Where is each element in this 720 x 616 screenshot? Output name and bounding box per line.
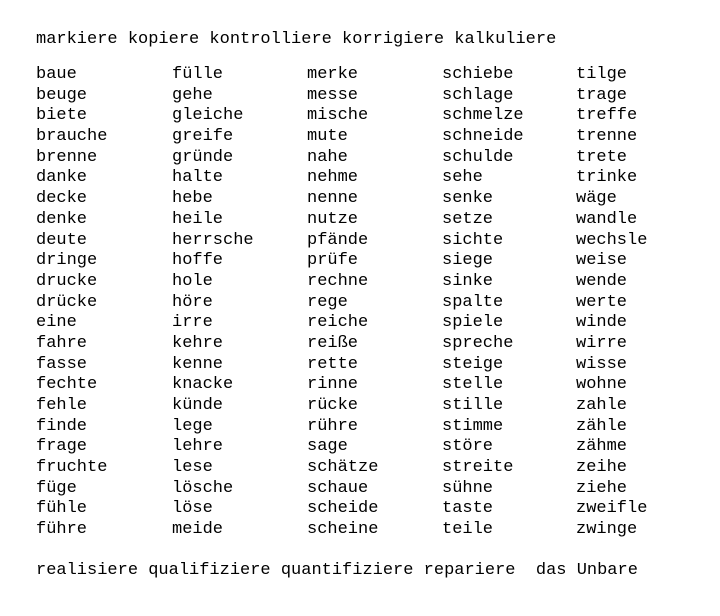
word-item: nenne (307, 189, 359, 209)
word-item: scheide (307, 499, 379, 519)
word-column-1 (36, 65, 107, 541)
word-item: heile (172, 209, 224, 229)
word-item: fühle (36, 499, 88, 519)
word-item: drücke (36, 292, 98, 312)
word-item: werte (576, 292, 628, 312)
word-item: zähle (576, 416, 628, 436)
word-item: sühne (442, 478, 494, 498)
word-item: streite (442, 458, 514, 478)
word-item: gehe (172, 85, 213, 105)
word-item: stelle (442, 375, 504, 395)
header-line: markiere kopiere kontrolliere korrigiere kalkuliere (36, 30, 557, 49)
word-item: rühre (307, 416, 359, 436)
word-item: stimme (442, 416, 504, 436)
word-item: wechsle (576, 230, 648, 250)
word-item: sinke (442, 271, 494, 291)
word-item: setze (442, 209, 494, 229)
word-item: schiebe (442, 65, 514, 84)
word-item: tilge (576, 65, 628, 84)
footer-line: realisiere qualifiziere quantifiziere repariere das Unbare (36, 561, 638, 580)
word-item: pfände (307, 230, 369, 250)
word-item: trinke (576, 168, 638, 188)
word-item: treffe (576, 106, 638, 126)
word-item: schätze (307, 458, 379, 478)
word-item: rege (307, 292, 348, 312)
word-item: drucke (36, 271, 98, 291)
word-column-2 (172, 65, 254, 541)
word-item: wäge (576, 189, 617, 209)
word-item: hebe (172, 189, 213, 209)
word-item: beuge (36, 85, 88, 105)
word-item: winde (576, 313, 628, 333)
word-item: schmelze (442, 106, 524, 126)
word-item: dringe (36, 251, 98, 271)
word-item: führe (36, 520, 88, 540)
word-item: decke (36, 189, 88, 209)
word-item: deute (36, 230, 88, 250)
word-item: zeihe (576, 458, 628, 478)
word-item: wisse (576, 354, 628, 374)
word-item: lehre (172, 437, 224, 457)
word-item: hoffe (172, 251, 224, 271)
word-item: zähme (576, 437, 628, 457)
word-item: eine (36, 313, 77, 333)
word-item: brauche (36, 127, 108, 147)
word-item: teile (442, 520, 494, 540)
word-item: wirre (576, 333, 628, 353)
word-item: spalte (442, 292, 504, 312)
word-item: scheine (307, 520, 379, 540)
word-item: frage (36, 437, 88, 457)
word-item: nehme (307, 168, 359, 188)
word-item: sage (307, 437, 348, 457)
word-item: fechte (36, 375, 98, 395)
word-item: hole (172, 271, 213, 291)
word-item: irre (172, 313, 213, 333)
word-item: mische (307, 106, 369, 126)
word-item: danke (36, 168, 88, 188)
word-column-3 (307, 65, 378, 541)
word-item: spreche (442, 333, 514, 353)
word-item: gleiche (172, 106, 244, 126)
word-item: zweifle (576, 499, 648, 519)
word-column-4 (442, 65, 524, 541)
word-item: rechne (307, 271, 369, 291)
word-item: taste (442, 499, 494, 519)
word-item: füge (36, 478, 77, 498)
word-item: lese (172, 458, 213, 478)
word-item: schneide (442, 127, 524, 147)
word-item: zwinge (576, 520, 638, 540)
word-item: knacke (172, 375, 234, 395)
word-item: messe (307, 85, 359, 105)
word-item: merke (307, 65, 359, 84)
word-item: steige (442, 354, 504, 374)
word-item: wandle (576, 209, 638, 229)
word-item: reiße (307, 333, 359, 353)
word-item: rinne (307, 375, 359, 395)
word-column-5 (576, 65, 647, 541)
word-item: fülle (172, 65, 224, 84)
word-item: gründe (172, 147, 234, 167)
word-item: spiele (442, 313, 504, 333)
word-item: halte (172, 168, 224, 188)
word-item: fahre (36, 333, 88, 353)
word-item: rücke (307, 396, 359, 415)
word-item: höre (172, 292, 213, 312)
word-item: biete (36, 106, 88, 126)
word-item: trenne (576, 127, 638, 147)
word-item: ziehe (576, 478, 628, 498)
word-item: wende (576, 271, 628, 291)
word-item: nahe (307, 147, 348, 167)
word-item: sehe (442, 168, 483, 188)
word-item: kehre (172, 333, 224, 353)
word-item: denke (36, 209, 88, 229)
word-item: herrsche (172, 230, 254, 250)
word-item: nutze (307, 209, 359, 229)
word-item: greife (172, 127, 234, 147)
word-item: baue (36, 65, 77, 84)
word-item: löse (172, 499, 213, 519)
word-item: meide (172, 520, 224, 540)
word-item: brenne (36, 147, 98, 167)
word-item: fruchte (36, 458, 108, 478)
word-item: schulde (442, 147, 514, 167)
word-item: siege (442, 251, 494, 271)
word-item: senke (442, 189, 494, 209)
word-item: reiche (307, 313, 369, 333)
word-item: zahle (576, 396, 628, 415)
word-item: trage (576, 85, 628, 105)
word-item: künde (172, 396, 224, 415)
word-item: rette (307, 354, 359, 374)
word-item: lösche (172, 478, 234, 498)
word-item: fasse (36, 354, 88, 374)
word-item: stille (442, 396, 504, 415)
word-item: lege (172, 416, 213, 436)
word-item: schlage (442, 85, 514, 105)
word-item: weise (576, 251, 628, 271)
word-item: finde (36, 416, 88, 436)
word-item: mute (307, 127, 348, 147)
word-item: schaue (307, 478, 369, 498)
word-item: störe (442, 437, 494, 457)
word-item: prüfe (307, 251, 359, 271)
word-item: sichte (442, 230, 504, 250)
word-item: trete (576, 147, 628, 167)
word-item: fehle (36, 396, 88, 415)
word-item: wohne (576, 375, 628, 395)
word-item: kenne (172, 354, 224, 374)
